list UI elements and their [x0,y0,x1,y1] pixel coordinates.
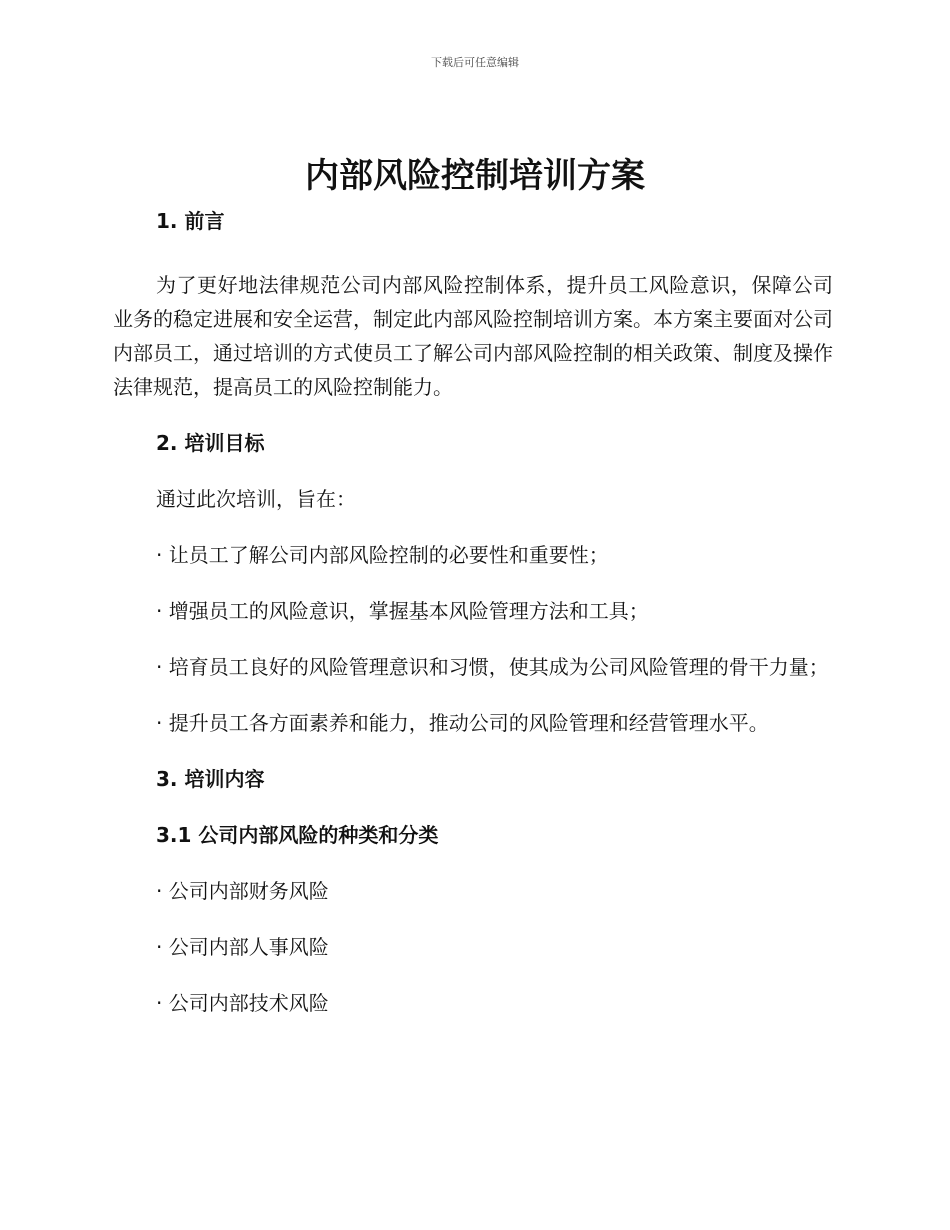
risk-type-item: · 公司内部财务风险 [156,879,329,903]
preface-paragraph: 为了更好地法律规范公司内部风险控制体系，提升员工风险意识，保障公司业务的稳定进展和安全运营，制定此内部风险控制培训方案。本方案主要面对公司内部员工，通过培训的方式使员工了解公司内部风险控制的相关政策、制度及操作法律规范，提高员工的风险控制能力。 [113,273,833,399]
section-heading-goals: 2. 培训目标 [156,431,265,455]
section-heading-content: 3. 培训内容 [156,767,265,791]
page-header: 下载后可任意编辑 [431,56,519,69]
subsection-heading-risk-types: 3.1 公司内部风险的种类和分类 [156,823,439,847]
section-heading-preface: 1. 前言 [156,209,225,233]
risk-type-item: · 公司内部人事风险 [156,935,329,959]
goal-item: · 增强员工的风险意识，掌握基本风险管理方法和工具； [156,599,649,623]
document-title: 内部风险控制培训方案 [305,156,645,196]
goal-item: · 提升员工各方面素养和能力，推动公司的风险管理和经营管理水平。 [156,711,769,735]
goal-item: · 培育员工良好的风险管理意识和习惯，使其成为公司风险管理的骨干力量； [156,655,829,679]
goal-item: · 让员工了解公司内部风险控制的必要性和重要性； [156,543,609,567]
document-body [113,204,833,1042]
risk-type-item: · 公司内部技术风险 [156,991,329,1015]
goals-intro: 通过此次培训，旨在： [156,487,356,511]
